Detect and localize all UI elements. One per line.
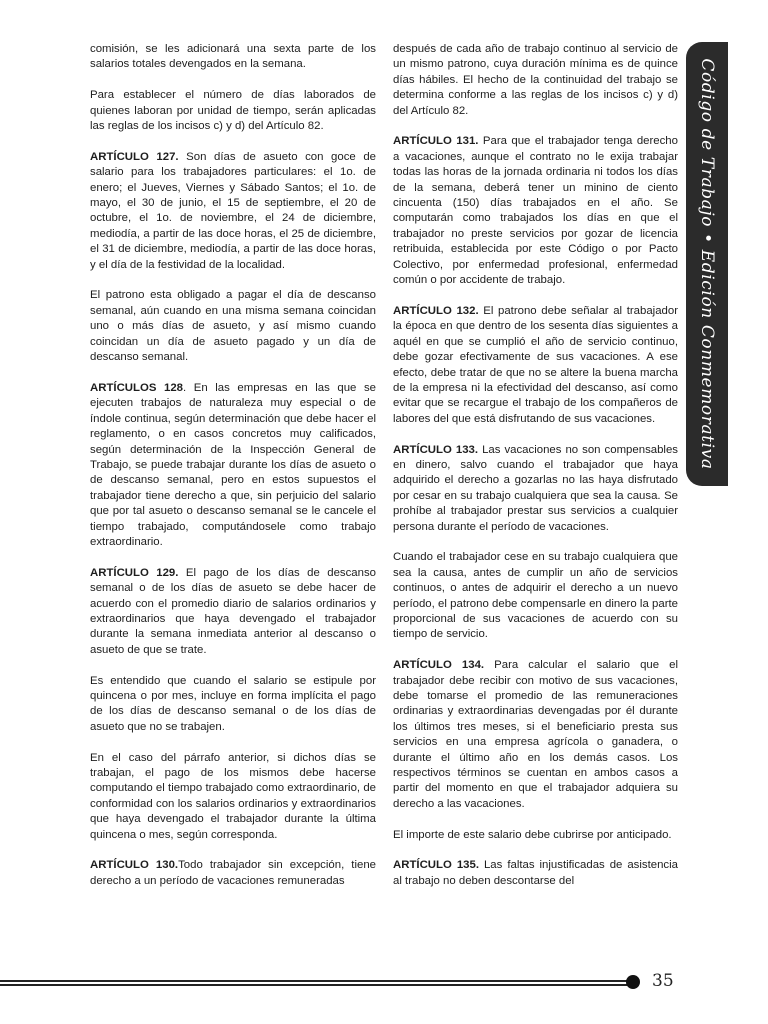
footer-rule-line (0, 980, 632, 982)
page-number: 35 (652, 971, 674, 991)
paragraph: El importe de este salario debe cubrirse por anticipado. (393, 828, 672, 841)
paragraph: En el caso del párrafo anterior, si dichos días se trabajan, el pago de los mismos debe hacerse computando el tiempo trabajado como extraordinario, de conformidad con los salarios ordinarios y extraordinarios que haya devengado el trabajador durante la última quincena o mes, según corresponda. (90, 751, 376, 841)
article-heading: ARTÍCULO 135. (393, 859, 479, 872)
article-127: ARTÍCULO 127. Son días de asueto con goce de salario para los trabajadores particulares: el 1o. de enero; el Jueves, Viernes y Sábado Santos; el 1o. de mayo, el 30 de junio, el 15 de septiembre, el 20 de octubre, el 1o. de noviembre, el 24 de diciembre, mediodía, a partir de las doce horas, el 25 de diciembre, el 31 de diciembre, mediodía, a partir de las doce horas, y el día de la festividad de la localidad. (90, 150, 376, 271)
article-132: ARTÍCULO 132. El patrono debe señalar al trabajador la época en que dentro de los sesenta días siguientes a aquél en que se cumplió el año de servicio continuo, debe gozar efectivamente de sus vacaciones. A ese efecto, debe tratar de que no se altere la buena marcha de la empresa ni la efectividad del descanso, así como evitar que se recargue el trabajo de los compañeros de labores del que está disfrutando de sus vacaciones. (393, 304, 678, 425)
article-133: ARTÍCULO 133. Las vacaciones no son compensables en dinero, salvo cuando el trabajador que haya adquirido el derecho a gozarlas no las haya disfrutado por cesar en su trabajo cualquiera que sea la causa. Se prohíbe al trabajador prestar sus servicios a cualquier persona durante el período de vacaciones. (393, 443, 678, 533)
side-title-tab (686, 42, 728, 486)
article-129: ARTÍCULO 129. El pago de los días de descanso semanal o de los días de asueto se debe hacer de acuerdo con el promedio diario de salarios ordinarios y extraordinarios que haya devengado el trabajador durante la semana inmediata anterior al descanso o asueto de que se trate. (90, 566, 376, 656)
paragraph: El patrono esta obligado a pagar el día de descanso semanal, aún cuando en una misma semana coincidan uno o más días de asueto, y así mismo cuando coincidan un día de asueto pagado y un día de descanso semanal. (90, 289, 376, 364)
article-130: ARTÍCULO 130.Todo trabajador sin excepción, tiene derecho a un período de vacaciones remuneradas (90, 859, 376, 887)
article-heading: ARTÍCULO 130. (90, 859, 179, 872)
article-heading: ARTÍCULO 131. (393, 135, 479, 148)
paragraph: Para establecer el número de días laborados de quienes laboran por unidad de tiempo, serán aplicadas las reglas de los incisos c) y d) del Artículo 82. (90, 89, 376, 133)
article-128: ARTÍCULOS 128. En las empresas en las que se ejecuten trabajos de naturaleza muy especial o de índole continua, según determinación que debe hacer el reglamento, o en casos concretos muy calificados, según determinación de la Inspección General de Trabajo, se puede trabajar durante los días de asueto o de descanso semanal, pero en estos supuestos el trabajador tiene derecho a que, sin perjuicio del salario que por tal asueto o descanso semanal se le cancele el tiempo trabajado, computándosele como trabajo extraordinario. (90, 381, 376, 548)
article-134: ARTÍCULO 134. Para calcular el salario que el trabajador debe recibir con motivo de sus vacaciones, debe tomarse el promedio de las remuneraciones ordinarias y extraordinarias devengadas por él durante los últimos tres meses, si el beneficiario presta sus servicios en una empresa agrícola o ganadera, o durante el último año en los demás casos. Los respectivos términos se cuentan en ambos casos a partir del momento en que el trabajador adquiera su derecho a las vacaciones. (393, 659, 678, 810)
paragraph: Cuando el trabajador cese en su trabajo cualquiera que sea la causa, antes de cumplir un año de servicios continuos, o antes de adquirir el derecho a un nuevo período, el patrono debe compensarle en dinero la parte proporcional de sus vacaciones de acuerdo con su tiempo de servicio. (393, 551, 678, 641)
article-heading: ARTÍCULO 134. (393, 659, 485, 672)
right-column (393, 42, 678, 905)
paragraph: comisión, se les adicionará una sexta parte de los salarios totales devengados en la semana. (90, 43, 376, 71)
article-131: ARTÍCULO 131. Para que el trabajador tenga derecho a vacaciones, aunque el contrato no le exija trabajar todas las horas de la jornada ordinaria ni todos los días de la semana, deberá tener un minino de ciento cincuenta (150) días trabajados en el año. Se computarán como trabajados los días en que el trabajador no preste servicios por gozar de licencia retribuida, establecida por este Código o por Pacto Colectivo, por enfermedad profesional, enfermedad común o por accidente de trabajo. (393, 135, 678, 287)
article-heading: ARTÍCULO 127. (90, 150, 179, 163)
side-title-text: Código de Trabajo • Edición Conmemorativa (697, 58, 717, 470)
footer-dot-icon (626, 975, 640, 989)
article-heading: ARTÍCULO 132. (393, 304, 479, 317)
left-column (90, 42, 376, 905)
paragraph: después de cada año de trabajo continuo al servicio de un mismo patrono, cuya duración mínima es de quince días hábiles. El hecho de la continuidad del trabajo se determina conforme a las reglas de los incisos c) y d) del Artículo 82. (393, 43, 678, 117)
paragraph: Es entendido que cuando el salario se estipule por quincena o por mes, incluye en forma implícita el pago de los días de descanso semanal o de los días de asueto que no se trabajen. (90, 674, 376, 733)
article-heading: ARTÍCULO 129. (90, 566, 179, 579)
article-135: ARTÍCULO 135. Las faltas injustificadas de asistencia al trabajo no deben descontarse del (393, 859, 678, 887)
footer-rule-line (0, 984, 632, 986)
footer-rule (0, 980, 632, 987)
article-heading: ARTÍCULO 133. (393, 443, 479, 456)
article-heading: ARTÍCULOS 128 (90, 381, 184, 394)
